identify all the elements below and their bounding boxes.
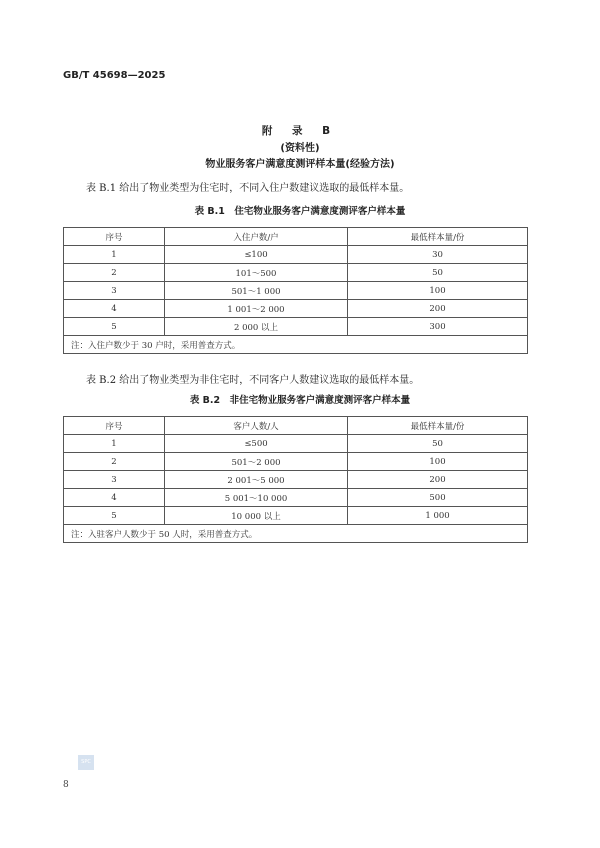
table-row [64, 507, 528, 525]
cell: 3 [64, 282, 165, 300]
table-1 [63, 227, 528, 354]
cell: 2 [64, 453, 165, 471]
cell: ≤500 [165, 435, 348, 453]
header-cell: 最低样本量/份 [348, 228, 528, 246]
cell: 3 [64, 471, 165, 489]
table-header-row [64, 417, 528, 435]
cell: 4 [64, 300, 165, 318]
cell: 200 [348, 471, 528, 489]
table-row [64, 489, 528, 507]
header-cell: 入住户数/户 [165, 228, 348, 246]
cell: 50 [348, 435, 528, 453]
standard-number: GB/T 45698—2025 [63, 70, 166, 81]
cell: 2 [64, 264, 165, 282]
cell: 1 [64, 246, 165, 264]
cell: 4 [64, 489, 165, 507]
page-number: 8 [63, 780, 69, 790]
cell: 5 [64, 507, 165, 525]
header-cell: 序号 [64, 228, 165, 246]
cell: 10 000 以上 [165, 507, 348, 525]
cell: 300 [348, 318, 528, 336]
cell: 5 [64, 318, 165, 336]
cell: 100 [348, 282, 528, 300]
table-2-caption: 表 B.2 非住宅物业服务客户满意度测评客户样本量 [189, 395, 411, 406]
appendix-subtitle: 物业服务客户满意度测评样本量(经验方法) [205, 159, 395, 170]
table-note: 注：入住户数少于 30 户时，采用普查方式。 [64, 336, 528, 354]
cell: 1 001～2 000 [165, 300, 348, 318]
table-header-row [64, 228, 528, 246]
cell: 1 [64, 435, 165, 453]
header-cell: 序号 [64, 417, 165, 435]
header-cell: 最低样本量/份 [348, 417, 528, 435]
table-row [64, 453, 528, 471]
cell: 101～500 [165, 264, 348, 282]
cell: 1 000 [348, 507, 528, 525]
table-row [64, 246, 528, 264]
cell: 500 [348, 489, 528, 507]
cell: 30 [348, 246, 528, 264]
table-1-caption: 表 B.1 住宅物业服务客户满意度测评客户样本量 [194, 206, 406, 217]
table-row [64, 318, 528, 336]
paragraph-2: 表 B.2 给出了物业类型为非住宅时，不同客户人数建议选取的最低样本量。 [86, 375, 420, 386]
paragraph-1: 表 B.1 给出了物业类型为住宅时，不同入住户数建议选取的最低样本量。 [86, 183, 410, 194]
cell: 200 [348, 300, 528, 318]
table-note: 注：入驻客户人数少于 50 人时，采用普查方式。 [64, 525, 528, 543]
appendix-type: (资料性) [280, 143, 320, 154]
table-note-row [64, 336, 528, 354]
table-row [64, 264, 528, 282]
cell: 2 001～5 000 [165, 471, 348, 489]
cell: 100 [348, 453, 528, 471]
cell: 2 000 以上 [165, 318, 348, 336]
table-row [64, 282, 528, 300]
cell: 5 001～10 000 [165, 489, 348, 507]
table-row [64, 471, 528, 489]
watermark-logo: SPC [78, 755, 94, 770]
table-row [64, 300, 528, 318]
table-2 [63, 416, 528, 543]
cell: 501～1 000 [165, 282, 348, 300]
cell: ≤100 [165, 246, 348, 264]
table-row [64, 435, 528, 453]
cell: 50 [348, 264, 528, 282]
cell: 501～2 000 [165, 453, 348, 471]
appendix-title: 附 录 B [261, 125, 339, 137]
table-note-row [64, 525, 528, 543]
header-cell: 客户人数/人 [165, 417, 348, 435]
